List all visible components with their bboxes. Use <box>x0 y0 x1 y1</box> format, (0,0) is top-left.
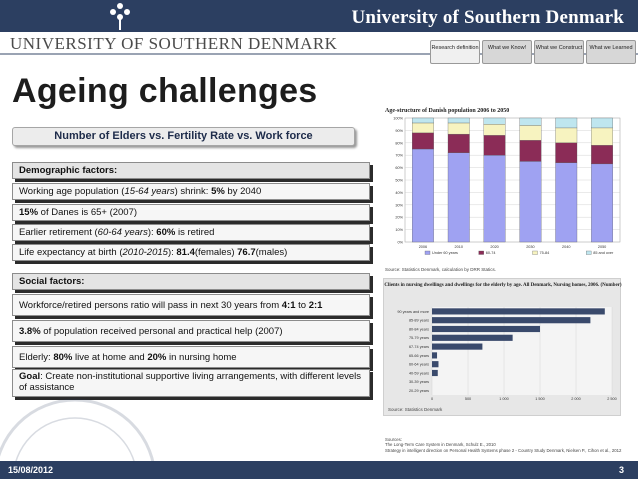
social-goal: Goal: Create non-institutional supportive living arrangements, with different levels of assistance <box>12 369 370 397</box>
x-tick-label: 2 500 <box>607 397 617 401</box>
legend-label: 75-84 <box>539 251 550 255</box>
y-category-label: 20-29 years <box>408 389 429 393</box>
y-tick-label: 100% <box>393 116 403 121</box>
demographic-line-working-age: Working age population (15-64 years) shrink: 5% by 2040 <box>12 183 370 200</box>
university-logo-text: UNIVERSITY OF SOUTHERN DENMARK <box>10 34 338 53</box>
footer-date: 15/08/2012 <box>8 465 54 475</box>
bar <box>432 370 438 376</box>
bar-segment <box>556 118 578 128</box>
sources-note <box>385 437 635 453</box>
x-tick-label: 0 <box>430 397 434 401</box>
demographic-heading: Demographic factors: <box>12 162 370 179</box>
bar-segment <box>520 118 542 125</box>
bar-segment <box>591 145 613 164</box>
x-tick-label: 2006 <box>418 245 428 249</box>
age-structure-chart-plot <box>385 114 625 271</box>
social-line-personal-help: 3.8% of population received personal and practical help (2007) <box>12 320 370 342</box>
bar-segment <box>591 128 613 145</box>
bar <box>432 344 482 350</box>
x-tick-label: 1 500 <box>535 397 545 401</box>
y-tick-label: 30% <box>395 203 403 208</box>
legend-swatch <box>425 251 430 255</box>
y-tick-label: 0% <box>397 240 403 245</box>
y-category-label: 90 years and more <box>397 309 429 314</box>
demographic-line-life-expectancy: Life expectancy at birth (2010-2015): 81.4(females) 76.7(males) <box>12 244 370 261</box>
bar <box>432 361 438 367</box>
y-tick-label: 80% <box>395 141 403 146</box>
nursing-clients-chart-plot <box>384 299 622 409</box>
bar-segment <box>520 161 542 242</box>
university-banner-title: University of Southern Denmark <box>351 7 624 28</box>
bar-segment <box>591 118 613 128</box>
footer-bar <box>0 461 638 479</box>
bar-segment <box>484 118 506 124</box>
bar <box>432 335 513 341</box>
bar-segment <box>520 140 542 161</box>
legend-swatch <box>586 251 591 255</box>
social-line-workforce-ratio: Workforce/retired persons ratio will pass in next 30 years from 4:1 to 2:1 <box>12 294 370 316</box>
bar-segment <box>412 133 434 149</box>
x-tick-label: 2 000 <box>571 397 581 401</box>
bar-segment <box>448 123 470 134</box>
chart-title: Clients in nursing dwellings and dwellings for the elderly by age. All Denmark, Nursing homes, 2006. (Number) <box>384 283 622 288</box>
legend-swatch <box>479 251 484 255</box>
x-tick-label: 2020 <box>490 245 499 249</box>
bar-segment <box>556 143 578 163</box>
y-tick-label: 40% <box>395 190 403 195</box>
legend-label: Under 60 years <box>432 251 458 255</box>
y-tick-label: 90% <box>395 128 403 133</box>
x-tick-label: 2030 <box>526 245 535 249</box>
subheading-box: Number of Elders vs. Fertility Rate vs. Work force <box>12 127 355 146</box>
x-tick-label: 1 000 <box>499 397 509 401</box>
slide-title: Ageing challenges <box>12 72 318 110</box>
y-tick-label: 50% <box>395 178 403 183</box>
bar-segment <box>448 118 470 123</box>
bar <box>432 317 590 323</box>
y-category-label: 40-59 years <box>408 371 429 376</box>
demographic-line-65-plus: 15% of Danes is 65+ (2007) <box>12 204 370 221</box>
y-tick-label: 10% <box>395 228 403 233</box>
y-category-label: 75-79 years <box>408 336 429 341</box>
x-tick-label: 2050 <box>597 245 607 249</box>
section-nav <box>430 40 636 64</box>
bar-segment <box>484 135 506 155</box>
y-category-label: 30-39 years <box>408 380 429 385</box>
legend-swatch <box>533 251 538 255</box>
social-heading: Social factors: <box>12 273 370 290</box>
sources-label: Sources: <box>385 437 402 442</box>
social-line-elderly-living: Elderly: 80% live at home and 20% in nursing home <box>12 346 370 368</box>
x-tick-label: 500 <box>464 397 472 401</box>
bar-segment <box>484 155 506 242</box>
bar-segment <box>556 128 578 143</box>
nav-tab-what-we-know[interactable]: What we Know! <box>482 40 532 64</box>
demographic-line-retirement: Earlier retirement (60-64 years): 60% is retired <box>12 224 370 241</box>
chart-title: Age-structure of Danish population 2006 to 2050 <box>385 108 510 114</box>
top-banner <box>0 0 638 32</box>
x-tick-label: 2040 <box>562 245 571 249</box>
y-category-label: 85-89 years <box>408 318 429 323</box>
source-line: The Long-Term Care System in Denmark, Schulz E., 2010 <box>385 442 496 448</box>
nav-tab-research-definition[interactable]: Research definition <box>430 40 480 64</box>
bar <box>432 308 605 314</box>
age-structure-chart <box>385 108 625 273</box>
bar-segment <box>520 125 542 140</box>
chart-source: Source: Statistics Denmark <box>388 407 443 412</box>
bar-segment <box>448 134 470 153</box>
university-logo-icon <box>100 0 140 32</box>
y-tick-label: 60% <box>395 166 403 171</box>
bar <box>432 352 437 358</box>
nav-tab-what-we-construct[interactable]: What we Construct <box>534 40 584 64</box>
chart-source: Source: Statistics Denmark, calculation by DRR Statics. <box>385 267 497 272</box>
legend-label: 60-74 <box>485 251 496 255</box>
bar-segment <box>448 153 470 242</box>
bar-segment <box>412 123 434 133</box>
legend-label: 85 and over <box>593 251 614 255</box>
nursing-clients-chart <box>383 278 621 416</box>
bar-segment <box>412 149 434 242</box>
y-category-label: 67-74 years <box>408 345 429 349</box>
bar-segment <box>556 163 578 242</box>
source-line: Strategy in intelligent direction on Personal Health Systems phase 2 - Country Study Denmark, Nielsen P., Cihon et al., 2012 <box>385 447 622 453</box>
x-tick-label: 2010 <box>454 245 463 249</box>
y-category-label: 65-66 years <box>408 353 429 358</box>
bar-segment <box>484 124 506 135</box>
bar-segment <box>412 118 434 123</box>
y-category-label: 80-84 years <box>408 327 429 332</box>
page-number: 3 <box>618 465 624 475</box>
bar <box>432 326 540 332</box>
y-category-label: 60-64 years <box>408 362 429 367</box>
bar-segment <box>591 164 613 242</box>
nav-tab-what-we-learned[interactable]: What we Learned <box>586 40 636 64</box>
y-tick-label: 70% <box>395 153 403 158</box>
y-tick-label: 20% <box>395 215 403 220</box>
